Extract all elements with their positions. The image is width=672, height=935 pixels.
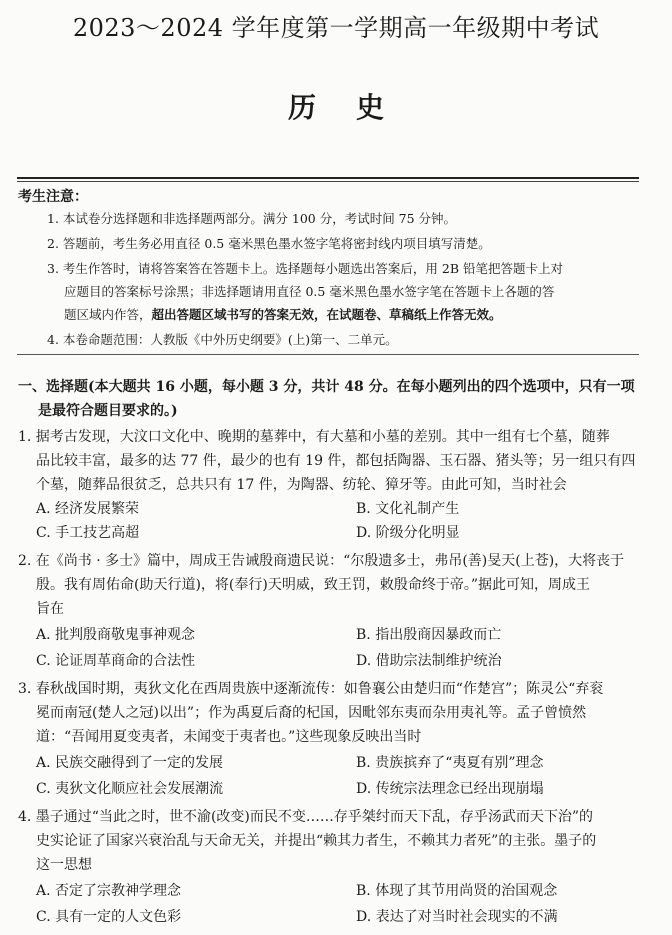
q4-stem-line-1: 4. 墨子通过“当此之时，世不渝(改变)而民不变……存乎桀纣而天下乱，存乎汤武而天下治”的 — [18, 809, 594, 825]
notice-line-4: 应题目的答案标号涂黑；非选择题请用直径 0.5 毫米黑色墨水签字笔在答题卡上各题的答 — [64, 284, 555, 299]
notice-heading: 考生注意： — [18, 189, 88, 205]
q1-option-a: A. 经济发展繁荣 — [36, 501, 140, 517]
q4-stem-line-2: 史实论证了国家兴衰治乱与天命无关，并提出“赖其力者生，不赖其力者死”的主张。墨子的 — [36, 833, 597, 849]
q2-stem-line-1: 2. 在《尚书 · 多士》篇中，周成王告诫殷商遗民说：“尔殷遗多士，弗吊(善)旻天(上苍)，大将丧于 — [18, 553, 625, 569]
q3-stem-line-2: 冕而南冠(楚人之冠)以出”；作为禹夏后裔的杞国，因毗邻东夷而杂用夷礼等。孟子曾愤然 — [36, 705, 587, 721]
q3-option-a: A. 民族交融得到了一定的发展 — [36, 755, 224, 771]
q3-stem-line-1: 3. 春秋战国时期，夷狄文化在西周贵族中逐渐流传：如鲁襄公由楚归而“作楚宫”；陈灵公“弃衮 — [18, 681, 604, 697]
q4-option-b: B. 体现了其节用尚贤的治国观念 — [356, 883, 558, 899]
q1-option-c: C. 手工技艺高超 — [36, 525, 140, 541]
q3-option-c: C. 夷狄文化顺应社会发展潮流 — [36, 781, 224, 797]
notice-line-5-bold: 超出答题区域书写的答案无效，在试题卷、草稿纸上作答无效。 — [151, 307, 502, 322]
q3-option-b: B. 贵族摈弃了“夷夏有别”理念 — [356, 755, 544, 771]
divider-notice — [17, 354, 639, 355]
notice-line-2: 2. 答题前，考生务必用直径 0.5 毫米黑色墨水签字笔将密封线内项目填写清楚。 — [47, 236, 491, 251]
divider-top — [17, 177, 639, 179]
notice-line-1: 1. 本试卷分选择题和非选择题两部分。满分 100 分，考试时间 75 分钟。 — [47, 211, 457, 226]
subject-title: 历史 — [287, 91, 424, 124]
section-heading-line-2: 是最符合题目要求的。) — [38, 403, 178, 419]
notice-line-6: 4. 本卷命题范围：人教版《中外历史纲要》(上)第一、二单元。 — [47, 332, 398, 347]
q1-option-d: D. 阶级分化明显 — [356, 525, 460, 541]
notice-line-3: 3. 考生作答时，请将答案答在答题卡上。选择题每小题选出答案后，用 2B 铅笔把答题卡上对 — [47, 261, 563, 276]
notice-line-5 — [64, 307, 502, 323]
q2-option-a: A. 批判殷商敬鬼事神观念 — [36, 627, 196, 643]
q1-stem-line-2: 品比较丰富，最多的达 77 件，最少的也有 19 件，都包括陶器、玉石器、猪头等；另一组只有四 — [36, 453, 636, 469]
q4-option-c: C. 具有一定的人文色彩 — [36, 909, 182, 925]
q1-stem-line-3: 个墓，随葬品很贫乏，总共只有 17 件，为陶器、纺轮、獐牙等。由此可知，当时社会 — [36, 477, 567, 493]
q1-stem-line-1: 1. 据考古发现，大汶口文化中、晚期的墓葬中，有大墓和小墓的差别。其中一组有七个墓，随葬 — [18, 429, 610, 445]
q2-stem-line-2: 殷。我有周佑命(助天行道)，将(奉行)天明威，致王罚，敕殷命终于帝。”据此可知，周成王 — [36, 577, 591, 593]
q2-option-d: D. 借助宗法制维护统治 — [356, 653, 502, 669]
q2-stem-line-3: 旨在 — [36, 601, 64, 617]
exam-title: 2023～2024 学年度第一学期高一年级期中考试 — [72, 14, 600, 42]
q2-option-c: C. 论证周革商命的合法性 — [36, 653, 196, 669]
section-heading-line-1: 一、选择题(本大题共 16 小题，每小题 3 分，共计 48 分。在每小题列出的四个选项中，只有一项 — [18, 379, 635, 395]
notice-line-5-normal: 题区域内作答， — [64, 307, 152, 322]
q2-option-b: B. 指出殷商因暴政而亡 — [356, 627, 502, 643]
q4-option-a: A. 否定了宗教神学理念 — [36, 883, 182, 899]
q4-stem-line-3: 这一思想 — [36, 857, 92, 873]
q4-option-d: D. 表达了对当时社会现实的不满 — [356, 909, 558, 925]
q3-option-d: D. 传统宗法理念已经出现崩塌 — [356, 781, 544, 797]
q1-option-b: B. 文化礼制产生 — [356, 501, 460, 517]
q3-stem-line-3: 道：“吾闻用夏变夷者，未闻变于夷者也。”这些现象反映出当时 — [36, 729, 422, 745]
divider-top-thin — [17, 181, 639, 182]
